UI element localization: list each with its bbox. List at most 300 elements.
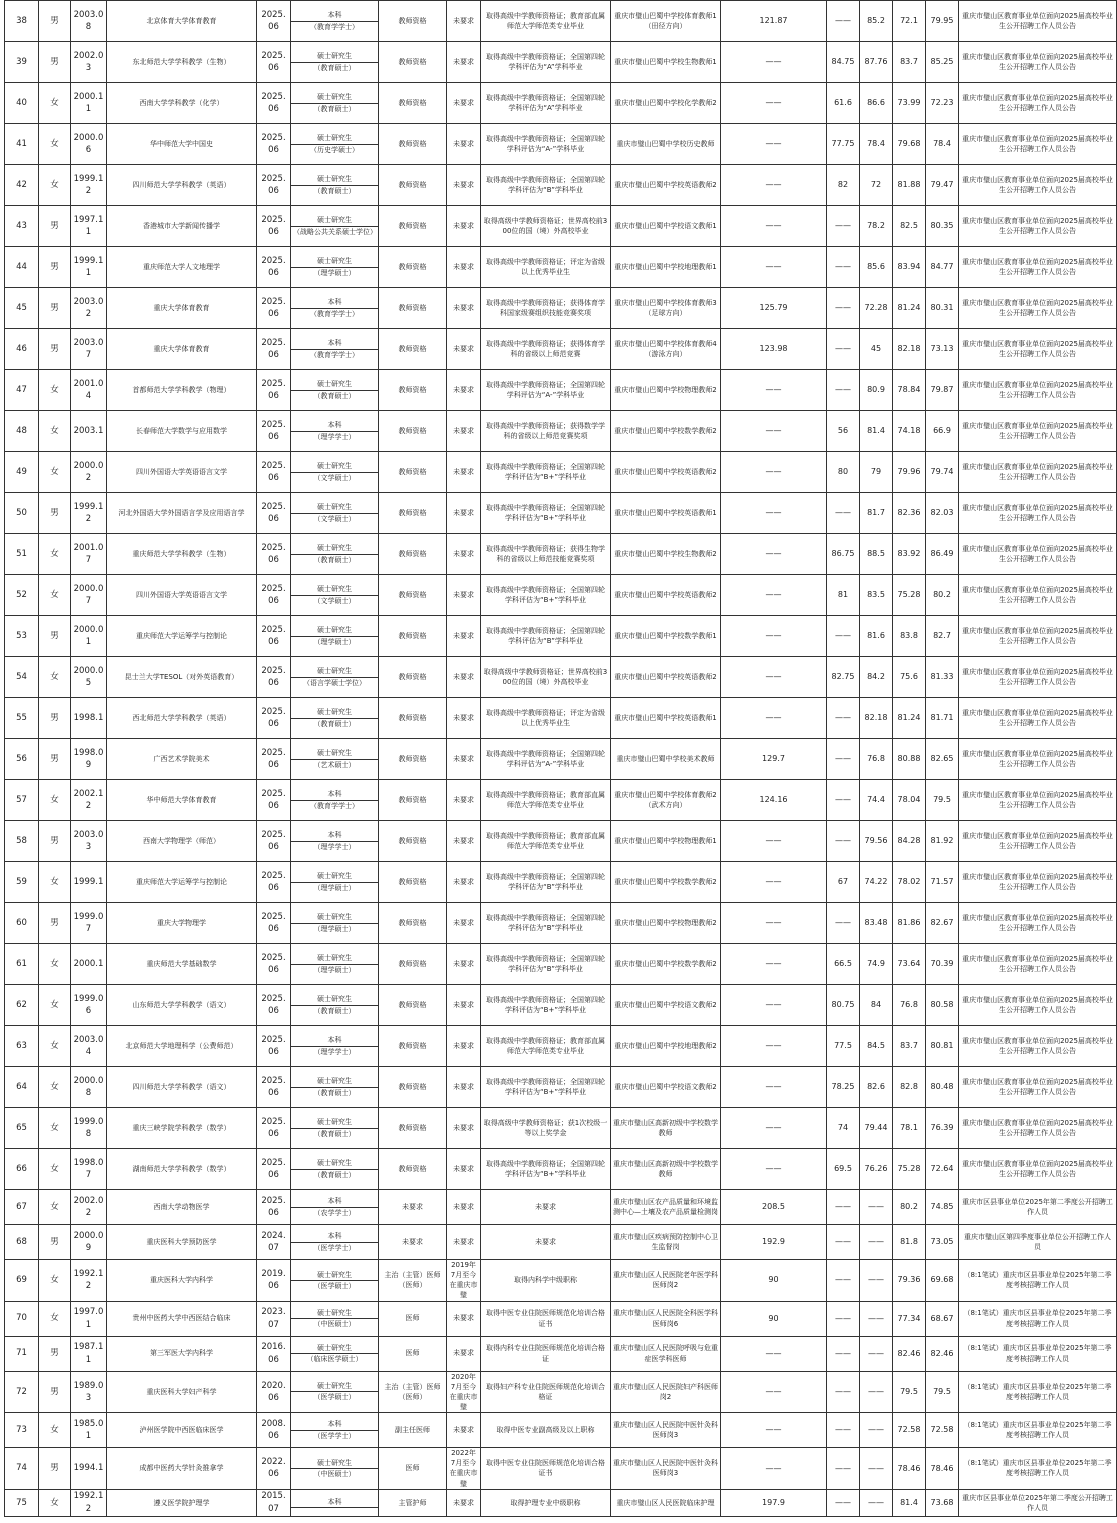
graduation-date-cell: 2020.06 bbox=[257, 1371, 291, 1413]
total-score-cell: 82.67 bbox=[926, 903, 959, 944]
exam-score-cell: 77.34 bbox=[893, 1301, 926, 1336]
row-number-cell: 63 bbox=[5, 1026, 39, 1067]
degree-level: 硕士研究生 bbox=[317, 708, 352, 717]
work-requirement-cell: 未要求 bbox=[447, 165, 481, 206]
gender-cell: 女 bbox=[39, 1149, 71, 1190]
degree-level: 硕士研究生 bbox=[317, 667, 352, 676]
qualification-cell: 教师资格 bbox=[379, 83, 447, 124]
exam-score-cell: 78.1 bbox=[893, 1108, 926, 1149]
degree-title: （理学硕士） bbox=[313, 883, 356, 892]
skill-test-score-cell: —— bbox=[721, 985, 827, 1026]
degree-cell bbox=[291, 903, 379, 944]
table-row bbox=[5, 1067, 1117, 1108]
written-test-score-cell: —— bbox=[827, 1, 860, 42]
skill-test-score-cell: 129.7 bbox=[721, 739, 827, 780]
skill-test-score-cell: —— bbox=[721, 493, 827, 534]
interview-score-cell: 74.22 bbox=[860, 862, 893, 903]
degree-cell bbox=[291, 862, 379, 903]
gender-cell: 女 bbox=[39, 370, 71, 411]
table-row bbox=[5, 42, 1117, 83]
interview-score-cell: 74.4 bbox=[860, 780, 893, 821]
degree-level: 硕士研究生 bbox=[317, 1343, 352, 1352]
table-row bbox=[5, 1260, 1117, 1302]
work-requirement-cell: 未要求 bbox=[447, 739, 481, 780]
written-test-score-cell: 82.75 bbox=[827, 657, 860, 698]
written-test-score-cell: —— bbox=[827, 698, 860, 739]
table-row bbox=[5, 903, 1117, 944]
degree-level: 硕士研究生 bbox=[317, 626, 352, 635]
table-row bbox=[5, 1336, 1117, 1371]
gender-cell: 女 bbox=[39, 1489, 71, 1516]
birth-date-cell: 1999.11 bbox=[71, 247, 107, 288]
gender-cell: 男 bbox=[39, 493, 71, 534]
gender-cell: 女 bbox=[39, 575, 71, 616]
table-row bbox=[5, 1108, 1117, 1149]
interview-score-cell: 80.9 bbox=[860, 370, 893, 411]
qualification-cell: 教师资格 bbox=[379, 206, 447, 247]
requirement-detail-cell: 取得高级中学教师资格证；全国第四轮学科评估为“B+”学科毕业 bbox=[481, 1067, 611, 1108]
degree-level: 本科 bbox=[327, 1197, 342, 1206]
graduation-date-cell: 2025.06 bbox=[257, 944, 291, 985]
gender-cell: 男 bbox=[39, 739, 71, 780]
degree-cell bbox=[291, 1336, 379, 1371]
qualification-cell: 主治（主管）医师（医师） bbox=[379, 1371, 447, 1413]
written-test-score-cell: 77.75 bbox=[827, 124, 860, 165]
degree-title: （农学学士） bbox=[313, 1208, 356, 1217]
school-major-cell: 东北师范大学学科教学（生物） bbox=[107, 42, 257, 83]
degree-title: （文学硕士） bbox=[313, 596, 356, 605]
requirement-detail-cell: 取得中医专业副高级及以上职称 bbox=[481, 1413, 611, 1448]
written-test-score-cell: 66.5 bbox=[827, 944, 860, 985]
requirement-detail-cell: 取得高级中学教师资格证；全国第四轮学科评估为“A-”学科毕业 bbox=[481, 370, 611, 411]
requirement-detail-cell: 取得中医专业住院医师规范化培训合格证书 bbox=[481, 1301, 611, 1336]
degree-title: （艺术硕士） bbox=[313, 760, 356, 769]
row-number-cell: 48 bbox=[5, 411, 39, 452]
gender-cell: 男 bbox=[39, 698, 71, 739]
degree-level: 硕士研究生 bbox=[317, 995, 352, 1004]
exam-score-cell: 79.68 bbox=[893, 124, 926, 165]
gender-cell: 男 bbox=[39, 1371, 71, 1413]
graduation-date-cell: 2025.06 bbox=[257, 165, 291, 206]
total-score-cell: 80.48 bbox=[926, 1067, 959, 1108]
interview-score-cell: 83.5 bbox=[860, 575, 893, 616]
birth-date-cell: 1997.01 bbox=[71, 1301, 107, 1336]
degree-level: 硕士研究生 bbox=[317, 462, 352, 471]
requirement-detail-cell: 取得高级中学教师资格证；获得体育学科国家级赛组织技能竞赛奖项 bbox=[481, 288, 611, 329]
table-row bbox=[5, 698, 1117, 739]
table-row bbox=[5, 780, 1117, 821]
interview-score-cell: 45 bbox=[860, 329, 893, 370]
qualification-cell: 教师资格 bbox=[379, 862, 447, 903]
birth-date-cell: 2000.02 bbox=[71, 452, 107, 493]
announcement-cell: 重庆市璧山区教育事业单位面向2025届高校毕业生公开招聘工作人员公告 bbox=[959, 206, 1117, 247]
row-number-cell: 46 bbox=[5, 329, 39, 370]
qualification-cell: 未要求 bbox=[379, 1225, 447, 1260]
written-test-score-cell: 80.75 bbox=[827, 985, 860, 1026]
school-major-cell: 四川外国语大学英语语言文学 bbox=[107, 575, 257, 616]
requirement-detail-cell: 取得高级中学教师资格证；获得生物学科的省级以上师范技能竞赛奖项 bbox=[481, 534, 611, 575]
graduation-date-cell: 2025.06 bbox=[257, 657, 291, 698]
school-major-cell: 重庆三峡学院学科教学（数学） bbox=[107, 1108, 257, 1149]
work-requirement-cell: 2020年7月至今在重庆市璧 bbox=[447, 1371, 481, 1413]
interview-score-cell: 76.26 bbox=[860, 1149, 893, 1190]
row-number-cell: 54 bbox=[5, 657, 39, 698]
work-requirement-cell: 未要求 bbox=[447, 698, 481, 739]
work-requirement-cell: 未要求 bbox=[447, 329, 481, 370]
qualification-cell: 教师资格 bbox=[379, 288, 447, 329]
written-test-score-cell: —— bbox=[827, 329, 860, 370]
total-score-cell: 72.58 bbox=[926, 1413, 959, 1448]
school-major-cell: 首都师范大学学科教学（物理） bbox=[107, 370, 257, 411]
total-score-cell: 72.64 bbox=[926, 1149, 959, 1190]
qualification-cell: 教师资格 bbox=[379, 1026, 447, 1067]
birth-date-cell: 2000.06 bbox=[71, 124, 107, 165]
work-requirement-cell: 未要求 bbox=[447, 42, 481, 83]
written-test-score-cell: —— bbox=[827, 1489, 860, 1516]
degree-level: 硕士研究生 bbox=[317, 872, 352, 881]
interview-score-cell: 78.4 bbox=[860, 124, 893, 165]
position-cell: 重庆市璧山巴蜀中学校英语教师1 bbox=[611, 698, 721, 739]
exam-score-cell: 82.18 bbox=[893, 329, 926, 370]
qualification-cell: 教师资格 bbox=[379, 985, 447, 1026]
gender-cell: 女 bbox=[39, 534, 71, 575]
work-requirement-cell: 未要求 bbox=[447, 1413, 481, 1448]
exam-score-cell: 80.2 bbox=[893, 1190, 926, 1225]
graduation-date-cell: 2025.06 bbox=[257, 985, 291, 1026]
exam-score-cell: 79.96 bbox=[893, 452, 926, 493]
exam-score-cell: 83.92 bbox=[893, 534, 926, 575]
graduation-date-cell: 2025.06 bbox=[257, 616, 291, 657]
work-requirement-cell: 未要求 bbox=[447, 83, 481, 124]
school-major-cell: 西北师范大学学科教学（英语） bbox=[107, 698, 257, 739]
total-score-cell: 81.71 bbox=[926, 698, 959, 739]
announcement-cell: 重庆市璧山区教育事业单位面向2025届高校毕业生公开招聘工作人员公告 bbox=[959, 1, 1117, 42]
row-number-cell: 72 bbox=[5, 1371, 39, 1413]
gender-cell: 女 bbox=[39, 780, 71, 821]
position-cell: 重庆市璧山巴蜀中学校美术教师 bbox=[611, 739, 721, 780]
degree-level: 硕士研究生 bbox=[317, 1118, 352, 1127]
position-cell: 重庆市璧山巴蜀中学校英语教师2 bbox=[611, 165, 721, 206]
birth-date-cell: 1999.08 bbox=[71, 1108, 107, 1149]
row-number-cell: 57 bbox=[5, 780, 39, 821]
school-major-cell: 重庆医科大学内科学 bbox=[107, 1260, 257, 1302]
gender-cell: 男 bbox=[39, 1336, 71, 1371]
requirement-detail-cell: 取得中医专业住院医师规范化培训合格证书 bbox=[481, 1448, 611, 1490]
row-number-cell: 71 bbox=[5, 1336, 39, 1371]
gender-cell: 男 bbox=[39, 1448, 71, 1490]
position-cell: 重庆市璧山巴蜀中学校化学教师2 bbox=[611, 83, 721, 124]
qualification-cell: 教师资格 bbox=[379, 821, 447, 862]
qualification-cell: 教师资格 bbox=[379, 1108, 447, 1149]
written-test-score-cell: —— bbox=[827, 1301, 860, 1336]
table-row bbox=[5, 1413, 1117, 1448]
interview-score-cell: 86.6 bbox=[860, 83, 893, 124]
birth-date-cell: 2003.08 bbox=[71, 1, 107, 42]
degree-cell bbox=[291, 493, 379, 534]
skill-test-score-cell: —— bbox=[721, 206, 827, 247]
row-number-cell: 55 bbox=[5, 698, 39, 739]
graduation-date-cell: 2025.06 bbox=[257, 780, 291, 821]
announcement-cell: （8:1笔试）重庆市区县事业单位2025年第二季度考核招聘工作人员 bbox=[959, 1448, 1117, 1490]
degree-cell bbox=[291, 1448, 379, 1490]
school-major-cell: 四川师范大学学科教学（语文） bbox=[107, 1067, 257, 1108]
degree-level: 硕士研究生 bbox=[317, 52, 352, 61]
requirement-detail-cell: 未要求 bbox=[481, 1225, 611, 1260]
graduation-date-cell: 2025.06 bbox=[257, 124, 291, 165]
work-requirement-cell: 未要求 bbox=[447, 1336, 481, 1371]
written-test-score-cell: —— bbox=[827, 821, 860, 862]
announcement-cell: 重庆市璧山区教育事业单位面向2025届高校毕业生公开招聘工作人员公告 bbox=[959, 124, 1117, 165]
birth-date-cell: 2000.05 bbox=[71, 657, 107, 698]
qualification-cell: 教师资格 bbox=[379, 411, 447, 452]
school-major-cell: 西南大学动物医学 bbox=[107, 1190, 257, 1225]
exam-score-cell: 72.1 bbox=[893, 1, 926, 42]
work-requirement-cell: 未要求 bbox=[447, 124, 481, 165]
requirement-detail-cell: 取得高级中学教师资格证；全国第四轮学科评估为“B+”学科毕业 bbox=[481, 575, 611, 616]
total-score-cell: 82.7 bbox=[926, 616, 959, 657]
skill-test-score-cell: 90 bbox=[721, 1301, 827, 1336]
announcement-cell: 重庆市璧山区第四季度事业单位公开招聘工作人员 bbox=[959, 1225, 1117, 1260]
row-number-cell: 68 bbox=[5, 1225, 39, 1260]
school-major-cell: 昆士兰大学TESOL（对外英语教育） bbox=[107, 657, 257, 698]
birth-date-cell: 1999.12 bbox=[71, 165, 107, 206]
requirement-detail-cell: 取得高级中学教师资格证；获得数学学科的省级以上师范竞赛奖项 bbox=[481, 411, 611, 452]
table-row bbox=[5, 452, 1117, 493]
total-score-cell: 73.13 bbox=[926, 329, 959, 370]
work-requirement-cell: 未要求 bbox=[447, 821, 481, 862]
qualification-cell: 教师资格 bbox=[379, 1067, 447, 1108]
birth-date-cell: 2000.01 bbox=[71, 616, 107, 657]
gender-cell: 女 bbox=[39, 1260, 71, 1302]
written-test-score-cell: —— bbox=[827, 288, 860, 329]
skill-test-score-cell: —— bbox=[721, 698, 827, 739]
exam-score-cell: 79.36 bbox=[893, 1260, 926, 1302]
skill-test-score-cell: 90 bbox=[721, 1260, 827, 1302]
interview-score-cell: —— bbox=[860, 1371, 893, 1413]
birth-date-cell: 1998.09 bbox=[71, 739, 107, 780]
qualification-cell: 教师资格 bbox=[379, 124, 447, 165]
exam-score-cell: 78.46 bbox=[893, 1448, 926, 1490]
row-number-cell: 49 bbox=[5, 452, 39, 493]
requirement-detail-cell: 取得高级中学教师资格证；获得体育学科的省级以上师范竞赛 bbox=[481, 329, 611, 370]
announcement-cell: 重庆市璧山区教育事业单位面向2025届高校毕业生公开招聘工作人员公告 bbox=[959, 493, 1117, 534]
row-number-cell: 66 bbox=[5, 1149, 39, 1190]
degree-level: 硕士研究生 bbox=[317, 585, 352, 594]
position-cell: 重庆市璧山巴蜀中学校地理教师1 bbox=[611, 247, 721, 288]
skill-test-score-cell: —— bbox=[721, 83, 827, 124]
birth-date-cell: 2003.1 bbox=[71, 411, 107, 452]
degree-cell bbox=[291, 739, 379, 780]
position-cell: 重庆市璧山巴蜀中学校英语教师2 bbox=[611, 657, 721, 698]
qualification-cell: 医师 bbox=[379, 1448, 447, 1490]
interview-score-cell: 82.6 bbox=[860, 1067, 893, 1108]
position-cell: 重庆市璧山巴蜀中学校体育教师1（田径方向） bbox=[611, 1, 721, 42]
degree-level: 硕士研究生 bbox=[317, 544, 352, 553]
exam-score-cell: 75.6 bbox=[893, 657, 926, 698]
table-row bbox=[5, 1149, 1117, 1190]
graduation-date-cell: 2025.06 bbox=[257, 452, 291, 493]
degree-level: 硕士研究生 bbox=[317, 1308, 352, 1317]
row-number-cell: 61 bbox=[5, 944, 39, 985]
row-number-cell: 47 bbox=[5, 370, 39, 411]
qualification-cell: 教师资格 bbox=[379, 739, 447, 780]
qualification-cell: 教师资格 bbox=[379, 452, 447, 493]
school-major-cell: 西南大学学科教学（化学） bbox=[107, 83, 257, 124]
gender-cell: 女 bbox=[39, 1108, 71, 1149]
work-requirement-cell: 未要求 bbox=[447, 903, 481, 944]
position-cell: 重庆市璧山巴蜀中学校语文教师2 bbox=[611, 1067, 721, 1108]
interview-score-cell: 79.44 bbox=[860, 1108, 893, 1149]
table-row bbox=[5, 985, 1117, 1026]
total-score-cell: 80.58 bbox=[926, 985, 959, 1026]
gender-cell: 男 bbox=[39, 1, 71, 42]
school-major-cell: 重庆医科大学预防医学 bbox=[107, 1225, 257, 1260]
school-major-cell: 第三军医大学内科学 bbox=[107, 1336, 257, 1371]
requirement-detail-cell: 取得高级中学教师资格证；评定为省级以上优秀毕业生 bbox=[481, 698, 611, 739]
total-score-cell: 68.67 bbox=[926, 1301, 959, 1336]
skill-test-score-cell: —— bbox=[721, 1108, 827, 1149]
requirement-detail-cell: 取得高级中学教师资格证；全国第四轮学科评估为“B”学科毕业 bbox=[481, 165, 611, 206]
exam-score-cell: 81.86 bbox=[893, 903, 926, 944]
written-test-score-cell: 61.6 bbox=[827, 83, 860, 124]
work-requirement-cell: 未要求 bbox=[447, 1067, 481, 1108]
exam-score-cell: 78.02 bbox=[893, 862, 926, 903]
school-major-cell: 重庆师范大学基础数学 bbox=[107, 944, 257, 985]
skill-test-score-cell: —— bbox=[721, 370, 827, 411]
degree-cell bbox=[291, 534, 379, 575]
degree-cell bbox=[291, 42, 379, 83]
birth-date-cell: 1989.03 bbox=[71, 1371, 107, 1413]
requirement-detail-cell: 取得高级中学教师资格证；全国第四轮学科评估为“A”学科毕业 bbox=[481, 83, 611, 124]
written-test-score-cell: —— bbox=[827, 903, 860, 944]
written-test-score-cell: —— bbox=[827, 1260, 860, 1302]
announcement-cell: 重庆市璧山区教育事业单位面向2025届高校毕业生公开招聘工作人员公告 bbox=[959, 616, 1117, 657]
birth-date-cell: 2001.04 bbox=[71, 370, 107, 411]
school-major-cell: 北京体育大学体育教育 bbox=[107, 1, 257, 42]
exam-score-cell: 79.5 bbox=[893, 1371, 926, 1413]
graduation-date-cell: 2025.06 bbox=[257, 411, 291, 452]
qualification-cell: 教师资格 bbox=[379, 534, 447, 575]
requirement-detail-cell: 取得高级中学教师资格证；教育部直属师范大学师范类专业毕业 bbox=[481, 780, 611, 821]
degree-title: （理学硕士） bbox=[313, 268, 356, 277]
degree-cell bbox=[291, 821, 379, 862]
written-test-score-cell: 81 bbox=[827, 575, 860, 616]
qualification-cell: 主管护师 bbox=[379, 1489, 447, 1516]
interview-score-cell: 81.6 bbox=[860, 616, 893, 657]
requirement-detail-cell: 取得护理专业中级职称 bbox=[481, 1489, 611, 1516]
gender-cell: 男 bbox=[39, 1225, 71, 1260]
announcement-cell: 重庆市璧山区教育事业单位面向2025届高校毕业生公开招聘工作人员公告 bbox=[959, 780, 1117, 821]
exam-score-cell: 83.7 bbox=[893, 42, 926, 83]
degree-cell bbox=[291, 370, 379, 411]
degree-title: （教育硕士） bbox=[313, 719, 356, 728]
work-requirement-cell: 未要求 bbox=[447, 780, 481, 821]
announcement-cell: 重庆市璧山区教育事业单位面向2025届高校毕业生公开招聘工作人员公告 bbox=[959, 698, 1117, 739]
work-requirement-cell: 未要求 bbox=[447, 575, 481, 616]
requirement-detail-cell: 取得高级中学教师资格证；全国第四轮学科评估为“B+”学科毕业 bbox=[481, 985, 611, 1026]
school-major-cell: 华中师范大学中国史 bbox=[107, 124, 257, 165]
row-number-cell: 42 bbox=[5, 165, 39, 206]
interview-score-cell: —— bbox=[860, 1489, 893, 1516]
degree-cell bbox=[291, 329, 379, 370]
birth-date-cell: 2002.02 bbox=[71, 1190, 107, 1225]
table-row bbox=[5, 288, 1117, 329]
interview-score-cell: 76.8 bbox=[860, 739, 893, 780]
degree-level: 硕士研究生 bbox=[317, 380, 352, 389]
exam-score-cell: 84.28 bbox=[893, 821, 926, 862]
school-major-cell: 重庆大学体育教育 bbox=[107, 329, 257, 370]
degree-level: 硕士研究生 bbox=[317, 257, 352, 266]
total-score-cell: 81.92 bbox=[926, 821, 959, 862]
row-number-cell: 64 bbox=[5, 1067, 39, 1108]
degree-level: 硕士研究生 bbox=[317, 1270, 352, 1279]
school-major-cell: 贵州中医药大学中西医结合临床 bbox=[107, 1301, 257, 1336]
interview-score-cell: —— bbox=[860, 1301, 893, 1336]
work-requirement-cell: 未要求 bbox=[447, 288, 481, 329]
written-test-score-cell: —— bbox=[827, 616, 860, 657]
degree-title: （教育硕士） bbox=[313, 63, 356, 72]
school-major-cell: 重庆师范大学运筹学与控制论 bbox=[107, 616, 257, 657]
degree-title: （教育硕士） bbox=[313, 1088, 356, 1097]
row-number-cell: 51 bbox=[5, 534, 39, 575]
announcement-cell: 重庆市璧山区教育事业单位面向2025届高校毕业生公开招聘工作人员公告 bbox=[959, 534, 1117, 575]
degree-level: 硕士研究生 bbox=[317, 749, 352, 758]
row-number-cell: 39 bbox=[5, 42, 39, 83]
announcement-cell: 重庆市璧山区教育事业单位面向2025届高校毕业生公开招聘工作人员公告 bbox=[959, 329, 1117, 370]
work-requirement-cell: 未要求 bbox=[447, 411, 481, 452]
skill-test-score-cell: —— bbox=[721, 247, 827, 288]
gender-cell: 男 bbox=[39, 42, 71, 83]
table-row bbox=[5, 739, 1117, 780]
graduation-date-cell: 2025.06 bbox=[257, 42, 291, 83]
announcement-cell: 重庆市璧山区教育事业单位面向2025届高校毕业生公开招聘工作人员公告 bbox=[959, 411, 1117, 452]
birth-date-cell: 1999.1 bbox=[71, 862, 107, 903]
degree-cell bbox=[291, 247, 379, 288]
requirement-detail-cell: 取得内科专业住院医师规范化培训合格证 bbox=[481, 1336, 611, 1371]
exam-score-cell: 76.8 bbox=[893, 985, 926, 1026]
announcement-cell: 重庆市璧山区教育事业单位面向2025届高校毕业生公开招聘工作人员公告 bbox=[959, 1108, 1117, 1149]
degree-title: （教育硕士） bbox=[313, 1006, 356, 1015]
skill-test-score-cell: —— bbox=[721, 1067, 827, 1108]
total-score-cell: 86.49 bbox=[926, 534, 959, 575]
requirement-detail-cell: 取得高级中学教师资格证；全国第四轮学科评估为“A-”学科毕业 bbox=[481, 124, 611, 165]
degree-title: （历史学硕士） bbox=[310, 145, 359, 154]
degree-title: （文学硕士） bbox=[313, 514, 356, 523]
exam-score-cell: 73.64 bbox=[893, 944, 926, 985]
gender-cell: 女 bbox=[39, 1413, 71, 1448]
gender-cell: 女 bbox=[39, 411, 71, 452]
birth-date-cell: 1994.1 bbox=[71, 1448, 107, 1490]
total-score-cell: 80.2 bbox=[926, 575, 959, 616]
interview-score-cell: 85.6 bbox=[860, 247, 893, 288]
degree-level: 硕士研究生 bbox=[317, 134, 352, 143]
table-row bbox=[5, 616, 1117, 657]
skill-test-score-cell: 124.16 bbox=[721, 780, 827, 821]
graduation-date-cell: 2025.06 bbox=[257, 698, 291, 739]
work-requirement-cell: 未要求 bbox=[447, 616, 481, 657]
exam-score-cell: 78.84 bbox=[893, 370, 926, 411]
requirement-detail-cell: 取得高级中学教师资格证；世界高校前300位的国（境）外高校毕业 bbox=[481, 657, 611, 698]
exam-score-cell: 83.8 bbox=[893, 616, 926, 657]
interview-score-cell: —— bbox=[860, 1225, 893, 1260]
position-cell: 重庆市璧山巴蜀中学校英语教师2 bbox=[611, 575, 721, 616]
written-test-score-cell: 86.75 bbox=[827, 534, 860, 575]
row-number-cell: 75 bbox=[5, 1489, 39, 1516]
written-test-score-cell: 80 bbox=[827, 452, 860, 493]
gender-cell: 女 bbox=[39, 124, 71, 165]
gender-cell: 女 bbox=[39, 1301, 71, 1336]
degree-level: 本科 bbox=[327, 790, 342, 799]
